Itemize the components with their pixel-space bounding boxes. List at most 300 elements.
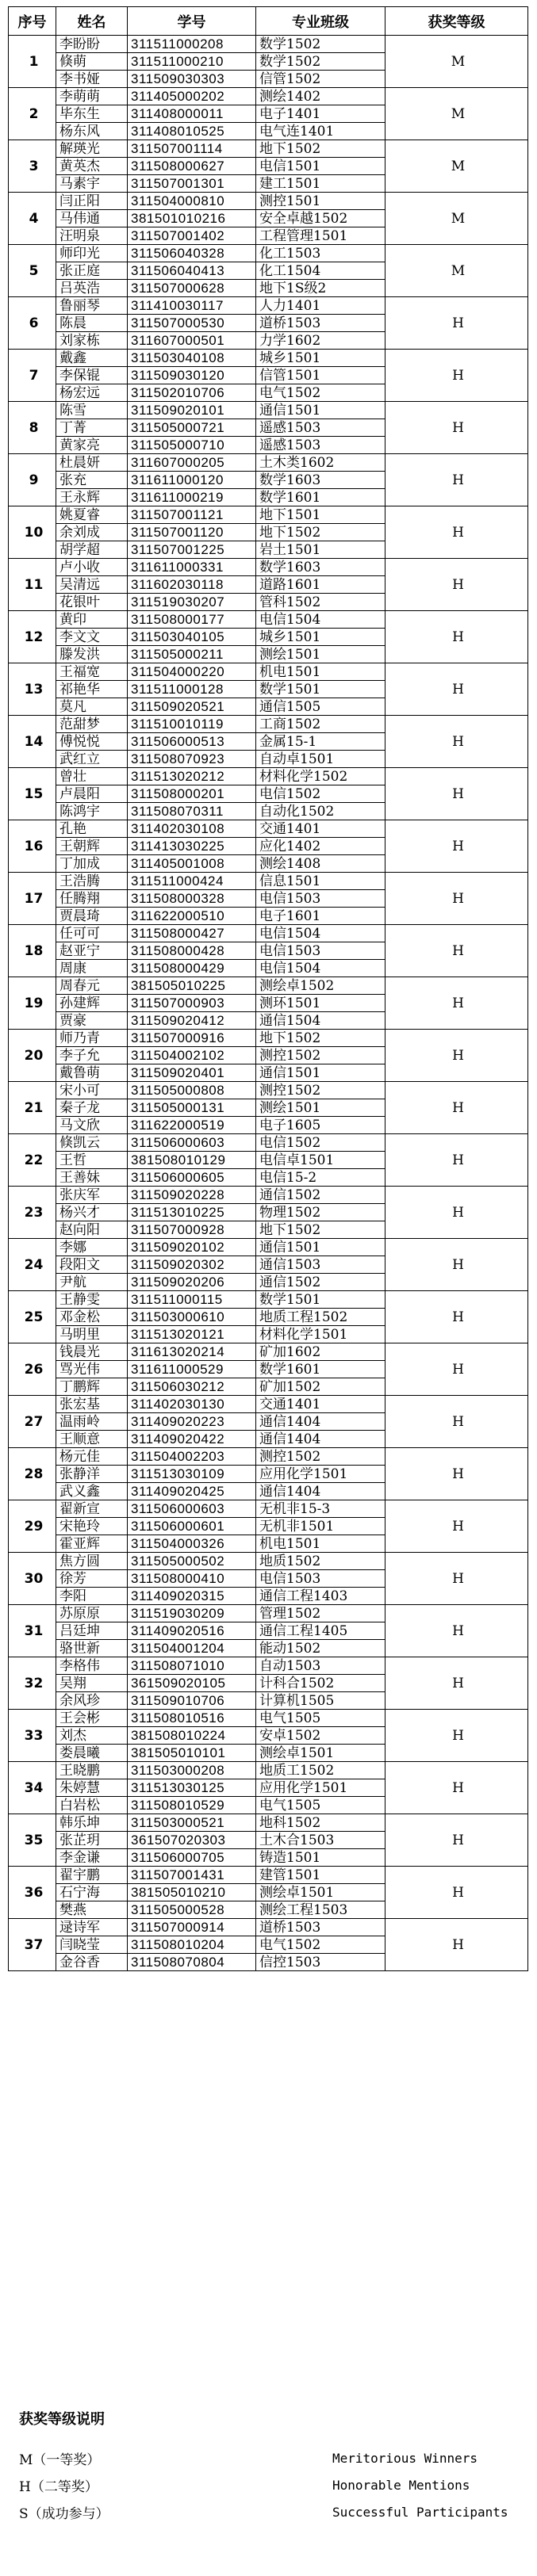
member-name: 马文欣 [56, 1117, 128, 1134]
table-row [9, 1448, 528, 1466]
member-name: 孔艳 [56, 820, 128, 838]
student-id: 311611000331 [128, 559, 256, 576]
member-name: 黄家亮 [56, 437, 128, 454]
major-class: 测绘卓1501 [256, 1745, 385, 1762]
student-id: 311511000115 [128, 1291, 256, 1309]
member-name: 杨东风 [56, 123, 128, 140]
major-class: 岩土1501 [256, 541, 385, 559]
student-id: 311611000120 [128, 472, 256, 489]
award-level: H [385, 1500, 528, 1553]
award-level: H [385, 1291, 528, 1343]
student-id: 311504001204 [128, 1640, 256, 1657]
member-name: 徐芳 [56, 1570, 128, 1588]
major-class: 土木合1503 [256, 1832, 385, 1849]
major-class: 数学1501 [256, 1291, 385, 1309]
member-name: 陈晨 [56, 315, 128, 332]
major-class: 通信工程1405 [256, 1622, 385, 1640]
student-id: 311507000530 [128, 315, 256, 332]
member-name: 李盼盼 [56, 36, 128, 53]
major-class: 数学1601 [256, 1361, 385, 1378]
major-class: 建工1501 [256, 175, 385, 193]
student-id: 311602030118 [128, 576, 256, 594]
student-id: 311622000510 [128, 908, 256, 925]
award-level: M [385, 245, 528, 297]
major-class: 电气连1401 [256, 123, 385, 140]
member-name: 樊燕 [56, 1901, 128, 1919]
member-name: 邓金松 [56, 1309, 128, 1326]
award-level: H [385, 1657, 528, 1710]
table-row [9, 1710, 528, 1727]
member-name: 余风珍 [56, 1692, 128, 1710]
major-class: 信管1501 [256, 367, 385, 384]
major-class: 电信1501 [256, 158, 385, 175]
student-id: 311505000528 [128, 1901, 256, 1919]
member-name: 金谷香 [56, 1954, 128, 1971]
header-major-class: 专业班级 [256, 7, 385, 36]
award-level: H [385, 611, 528, 663]
student-id: 311402030130 [128, 1396, 256, 1413]
member-name: 丁菁 [56, 419, 128, 437]
award-level: H [385, 873, 528, 925]
member-name: 刘家栋 [56, 332, 128, 350]
team-index: 18 [9, 925, 56, 977]
member-name: 陈鸿宇 [56, 803, 128, 820]
team-index: 23 [9, 1187, 56, 1239]
award-level: H [385, 1867, 528, 1919]
member-name: 毕东生 [56, 105, 128, 123]
major-class: 信管1502 [256, 71, 385, 88]
major-class: 无机非1501 [256, 1518, 385, 1535]
major-class: 电信1502 [256, 785, 385, 803]
student-id: 311409020223 [128, 1413, 256, 1431]
member-name: 王福宽 [56, 663, 128, 681]
student-id: 311409020425 [128, 1483, 256, 1500]
major-class: 地下1502 [256, 1030, 385, 1047]
award-level: H [385, 820, 528, 873]
member-name: 李文文 [56, 629, 128, 646]
student-id: 311513010225 [128, 1204, 256, 1221]
award-level: H [385, 977, 528, 1030]
award-level: H [385, 1134, 528, 1187]
student-id: 311505000808 [128, 1082, 256, 1099]
student-id: 311607000205 [128, 454, 256, 472]
student-id: 311504002102 [128, 1047, 256, 1064]
member-name: 戴鑫 [56, 350, 128, 367]
member-name: 马伟通 [56, 210, 128, 227]
team-index: 17 [9, 873, 56, 925]
student-id: 311509020102 [128, 1239, 256, 1256]
major-class: 通信1404 [256, 1483, 385, 1500]
student-id: 311509020206 [128, 1274, 256, 1291]
table-row [9, 1396, 528, 1413]
student-id: 311508071010 [128, 1657, 256, 1675]
table-row [9, 559, 528, 576]
member-name: 霍亚辉 [56, 1535, 128, 1553]
table-row [9, 663, 528, 681]
student-id: 311506000601 [128, 1518, 256, 1535]
student-id: 311505000710 [128, 437, 256, 454]
major-class: 道桥1503 [256, 315, 385, 332]
award-level: H [385, 297, 528, 350]
major-class: 测绘1402 [256, 88, 385, 105]
major-class: 测控1501 [256, 193, 385, 210]
student-id: 381508010129 [128, 1152, 256, 1169]
award-level: H [385, 1814, 528, 1867]
major-class: 电气1505 [256, 1710, 385, 1727]
award-level: H [385, 1553, 528, 1605]
student-id: 311509020401 [128, 1064, 256, 1082]
major-class: 安卓1502 [256, 1727, 385, 1745]
major-class: 遥感1503 [256, 419, 385, 437]
student-id: 311507001402 [128, 227, 256, 245]
team-index: 10 [9, 506, 56, 559]
member-name: 白岩松 [56, 1797, 128, 1814]
table-row [9, 297, 528, 315]
major-class: 电气1505 [256, 1797, 385, 1814]
student-id: 311511000210 [128, 53, 256, 71]
table-row [9, 1343, 528, 1361]
member-name: 范甜梦 [56, 716, 128, 733]
student-id: 311405000202 [128, 88, 256, 105]
member-name: 武义鑫 [56, 1483, 128, 1500]
member-name: 秦子龙 [56, 1099, 128, 1117]
award-table-container [8, 6, 527, 1971]
table-row [9, 768, 528, 785]
member-name: 姚夏睿 [56, 506, 128, 524]
table-row [9, 1605, 528, 1622]
student-id: 311508010204 [128, 1936, 256, 1954]
major-class: 电信1503 [256, 890, 385, 908]
student-id: 311508010529 [128, 1797, 256, 1814]
team-index: 2 [9, 88, 56, 140]
team-index: 27 [9, 1396, 56, 1448]
team-index: 7 [9, 350, 56, 402]
member-name: 杨元佳 [56, 1448, 128, 1466]
student-id: 311507001431 [128, 1867, 256, 1884]
major-class: 道桥1503 [256, 1919, 385, 1936]
member-name: 卢小收 [56, 559, 128, 576]
student-id: 311503000521 [128, 1814, 256, 1832]
member-name: 焦方圆 [56, 1553, 128, 1570]
team-index: 36 [9, 1867, 56, 1919]
member-name: 倏凯云 [56, 1134, 128, 1152]
member-name: 赵亚宁 [56, 942, 128, 960]
team-index: 14 [9, 716, 56, 768]
member-name: 孙建辉 [56, 995, 128, 1012]
student-id: 311503040108 [128, 350, 256, 367]
award-level: H [385, 402, 528, 454]
legend-code: H（二等奖） [19, 2479, 98, 2495]
major-class: 测绘1501 [256, 1099, 385, 1117]
student-id: 311511000424 [128, 873, 256, 890]
member-name: 任可可 [56, 925, 128, 942]
member-name: 滕发洪 [56, 646, 128, 663]
legend-row-m [8, 2444, 527, 2471]
award-level: H [385, 1187, 528, 1239]
major-class: 测绘卓1502 [256, 977, 385, 995]
student-id: 311622000519 [128, 1117, 256, 1134]
major-class: 信息1501 [256, 873, 385, 890]
student-id: 311503000208 [128, 1762, 256, 1779]
student-id: 311511000128 [128, 681, 256, 698]
member-name: 鲁丽琴 [56, 297, 128, 315]
major-class: 地科1502 [256, 1814, 385, 1832]
legend-code: S（成功参与） [19, 2505, 109, 2522]
student-id: 311509020302 [128, 1256, 256, 1274]
student-id: 311506040328 [128, 245, 256, 262]
student-id: 311507001225 [128, 541, 256, 559]
major-class: 数学1502 [256, 53, 385, 71]
member-name: 解瑛光 [56, 140, 128, 158]
member-name: 骆世新 [56, 1640, 128, 1657]
student-id: 311506040413 [128, 262, 256, 280]
member-name: 宋小可 [56, 1082, 128, 1099]
major-class: 铸造1501 [256, 1849, 385, 1867]
member-name: 马明里 [56, 1326, 128, 1343]
major-class: 测绘1501 [256, 646, 385, 663]
award-level: H [385, 1396, 528, 1448]
member-name: 杜晨妍 [56, 454, 128, 472]
major-class: 地下1502 [256, 524, 385, 541]
award-level: H [385, 768, 528, 820]
member-name: 逯诗军 [56, 1919, 128, 1936]
major-class: 电子1605 [256, 1117, 385, 1134]
major-class: 道路1601 [256, 576, 385, 594]
major-class: 应用化学1501 [256, 1779, 385, 1797]
member-name: 尹航 [56, 1274, 128, 1291]
team-index: 33 [9, 1710, 56, 1762]
member-name: 张静洋 [56, 1466, 128, 1483]
team-index: 8 [9, 402, 56, 454]
student-id: 311513020121 [128, 1326, 256, 1343]
member-name: 周康 [56, 960, 128, 977]
major-class: 无机非15-3 [256, 1500, 385, 1518]
major-class: 电气1502 [256, 1936, 385, 1954]
student-id: 311509030120 [128, 367, 256, 384]
award-level: H [385, 1710, 528, 1762]
student-id: 311503000610 [128, 1309, 256, 1326]
member-name: 李书娅 [56, 71, 128, 88]
student-id: 311511000208 [128, 36, 256, 53]
member-name: 花银叶 [56, 594, 128, 611]
header-index: 序号 [9, 7, 56, 36]
table-row [9, 140, 528, 158]
major-class: 城乡1501 [256, 350, 385, 367]
member-name: 翟新宣 [56, 1500, 128, 1518]
member-name: 李格伟 [56, 1657, 128, 1675]
student-id: 311409020315 [128, 1588, 256, 1605]
member-name: 刘杰 [56, 1727, 128, 1745]
member-name: 余刘成 [56, 524, 128, 541]
award-level: M [385, 36, 528, 88]
major-class: 测绘1408 [256, 855, 385, 873]
table-row [9, 506, 528, 524]
student-id: 311506000605 [128, 1169, 256, 1187]
major-class: 地下1502 [256, 140, 385, 158]
team-index: 19 [9, 977, 56, 1030]
student-id: 361507020303 [128, 1832, 256, 1849]
student-id: 311508000410 [128, 1570, 256, 1588]
major-class: 地下1501 [256, 506, 385, 524]
member-name: 吴清远 [56, 576, 128, 594]
member-name: 李金谦 [56, 1849, 128, 1867]
table-row [9, 88, 528, 105]
major-class: 通信1502 [256, 1187, 385, 1204]
table-row [9, 245, 528, 262]
student-id: 311508070923 [128, 751, 256, 768]
table-row [9, 1291, 528, 1309]
major-class: 地质工程1502 [256, 1309, 385, 1326]
student-id: 311503040105 [128, 629, 256, 646]
table-row [9, 350, 528, 367]
member-name: 张芷玥 [56, 1832, 128, 1849]
member-name: 张宏基 [56, 1396, 128, 1413]
member-name: 王顺意 [56, 1431, 128, 1448]
student-id: 381505010210 [128, 1884, 256, 1901]
student-id: 311507000903 [128, 995, 256, 1012]
table-row [9, 716, 528, 733]
major-class: 电信1504 [256, 611, 385, 629]
student-id: 311505000131 [128, 1099, 256, 1117]
major-class: 测控1502 [256, 1448, 385, 1466]
major-class: 地质工1502 [256, 1762, 385, 1779]
award-level: H [385, 1239, 528, 1291]
major-class: 数学1501 [256, 681, 385, 698]
table-row [9, 925, 528, 942]
table-row [9, 36, 528, 53]
student-id: 381508010224 [128, 1727, 256, 1745]
member-name: 丁加成 [56, 855, 128, 873]
major-class: 数学1603 [256, 472, 385, 489]
award-level: M [385, 193, 528, 245]
member-name: 娄晨曦 [56, 1745, 128, 1762]
member-name: 王朝辉 [56, 838, 128, 855]
team-index: 16 [9, 820, 56, 873]
legend-english: Successful Participants [332, 2504, 508, 2520]
member-name: 吕英浩 [56, 280, 128, 297]
award-level: H [385, 663, 528, 716]
table-row [9, 820, 528, 838]
header-name: 姓名 [56, 7, 128, 36]
major-class: 通信1503 [256, 1256, 385, 1274]
team-index: 12 [9, 611, 56, 663]
major-class: 材料化学1502 [256, 768, 385, 785]
member-name: 张正庭 [56, 262, 128, 280]
major-class: 人力1401 [256, 297, 385, 315]
student-id: 311611000529 [128, 1361, 256, 1378]
member-name: 赵向阳 [56, 1221, 128, 1239]
member-name: 李保锟 [56, 367, 128, 384]
award-level: H [385, 350, 528, 402]
student-id: 311408000011 [128, 105, 256, 123]
major-class: 电子1401 [256, 105, 385, 123]
team-index: 11 [9, 559, 56, 611]
member-name: 黄英杰 [56, 158, 128, 175]
member-name: 李子允 [56, 1047, 128, 1064]
member-name: 武红立 [56, 751, 128, 768]
member-name: 戴鲁萌 [56, 1064, 128, 1082]
major-class: 通信1501 [256, 1239, 385, 1256]
major-class: 交通1401 [256, 1396, 385, 1413]
student-id: 311519030207 [128, 594, 256, 611]
table-row [9, 1919, 528, 1936]
student-id: 311505000211 [128, 646, 256, 663]
student-id: 311507000914 [128, 1919, 256, 1936]
member-name: 黄印 [56, 611, 128, 629]
major-class: 电信1503 [256, 1570, 385, 1588]
student-id: 311405001008 [128, 855, 256, 873]
major-class: 通信1404 [256, 1431, 385, 1448]
member-name: 陈雪 [56, 402, 128, 419]
team-index: 1 [9, 36, 56, 88]
member-name: 曾壮 [56, 768, 128, 785]
student-id: 311507001121 [128, 506, 256, 524]
major-class: 测环1501 [256, 995, 385, 1012]
major-class: 信控1503 [256, 1954, 385, 1971]
member-name: 杨兴才 [56, 1204, 128, 1221]
team-index: 22 [9, 1134, 56, 1187]
member-name: 任腾翔 [56, 890, 128, 908]
member-name: 钱晨光 [56, 1343, 128, 1361]
award-level: M [385, 88, 528, 140]
member-name: 段阳文 [56, 1256, 128, 1274]
student-id: 311506000513 [128, 733, 256, 751]
student-id: 311502010706 [128, 384, 256, 402]
student-id: 311402030108 [128, 820, 256, 838]
major-class: 地下1502 [256, 1221, 385, 1239]
student-id: 311508000429 [128, 960, 256, 977]
header-student-id: 学号 [128, 7, 256, 36]
table-row [9, 1500, 528, 1518]
major-class: 数学1601 [256, 489, 385, 506]
student-id: 311507001120 [128, 524, 256, 541]
member-name: 温雨岭 [56, 1413, 128, 1431]
student-id: 311504000326 [128, 1535, 256, 1553]
major-class: 测绘卓1501 [256, 1884, 385, 1901]
team-index: 32 [9, 1657, 56, 1710]
student-id: 311408010525 [128, 123, 256, 140]
student-id: 311508070311 [128, 803, 256, 820]
team-index: 26 [9, 1343, 56, 1396]
student-id: 311506000603 [128, 1500, 256, 1518]
member-name: 莫凡 [56, 698, 128, 716]
student-id: 311508000328 [128, 890, 256, 908]
member-name: 王静雯 [56, 1291, 128, 1309]
student-id: 311508000428 [128, 942, 256, 960]
major-class: 数学1502 [256, 36, 385, 53]
major-class: 矿加1602 [256, 1343, 385, 1361]
award-level: M [385, 140, 528, 193]
table-row [9, 1553, 528, 1570]
major-class: 城乡1501 [256, 629, 385, 646]
student-id: 311504002203 [128, 1448, 256, 1466]
team-index: 28 [9, 1448, 56, 1500]
member-name: 师乃青 [56, 1030, 128, 1047]
student-id: 311504000220 [128, 663, 256, 681]
award-level: H [385, 925, 528, 977]
award-level: H [385, 1343, 528, 1396]
member-name: 贾晨琦 [56, 908, 128, 925]
student-id: 311504000810 [128, 193, 256, 210]
member-name: 李阳 [56, 1588, 128, 1605]
student-id: 311507000628 [128, 280, 256, 297]
team-index: 6 [9, 297, 56, 350]
team-index: 24 [9, 1239, 56, 1291]
table-row [9, 1762, 528, 1779]
table-row [9, 977, 528, 995]
table-row [9, 1814, 528, 1832]
team-index: 13 [9, 663, 56, 716]
